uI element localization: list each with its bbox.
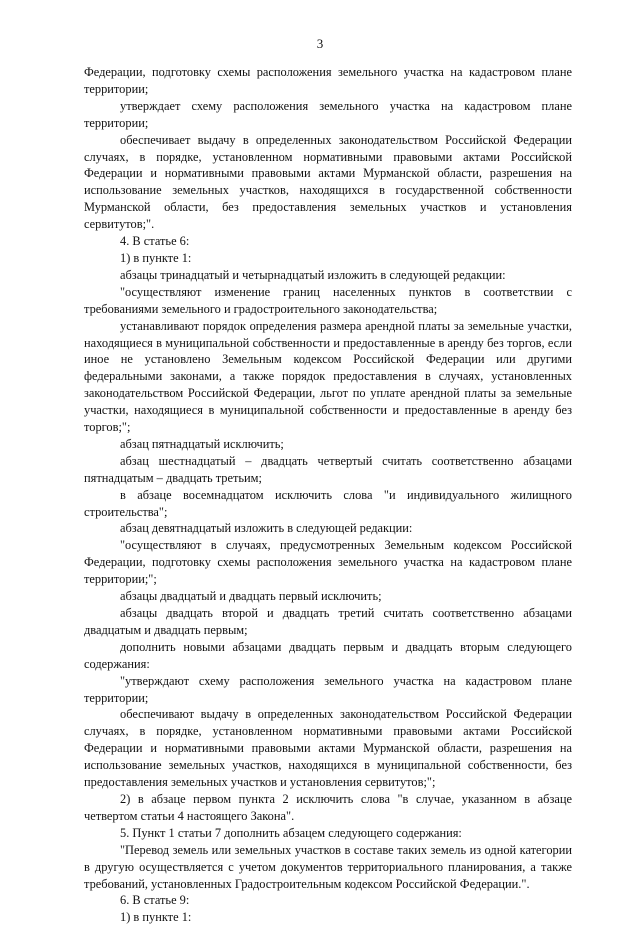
paragraph: абзацы двадцать второй и двадцать третий считать соответственно абзацами двадцатым и двадцать первым; <box>84 606 572 637</box>
paragraph: "утверждают схему расположения земельного участка на кадастровом плане территории; <box>84 673 572 705</box>
document-body <box>84 64 572 926</box>
paragraph: "осуществляют в случаях, предусмотренных Земельным кодексом Российской Федерации, подготовку схемы расположения земельного участка на кадастровом плане территории;"; <box>84 538 572 587</box>
paragraph: 4. В статье 6: <box>120 234 190 249</box>
paragraph: 2) в абзаце первом пункта 2 исключить слова "в случае, указанном в абзаце четвертом статьи 4 настоящего Закона". <box>84 791 572 823</box>
paragraph: абзац шестнадцатый – двадцать четвертый считать соответственно абзацами пятнадцатым – двадцать третьим; <box>84 453 572 485</box>
paragraph: дополнить новыми абзацами двадцать первым и двадцать вторым следующего содержания: <box>84 639 572 671</box>
paragraph: утверждает схему расположения земельного участка на кадастровом плане территории; <box>84 98 572 130</box>
paragraph: абзац пятнадцатый исключить; <box>120 436 284 451</box>
paragraph: устанавливают порядок определения размера арендной платы за земельные участки, находящиеся в муниципальной собственности и предоставленные в аренду без торгов, если иное не установлено Земельным кодексом Российской Федерации или другими федеральными законами, а также порядок предоставления в случаях, установленных законодательством Российской Федерации, льгот по уплате арендной платы за земельные участки, находящиеся в муниципальной собственности и предоставленные в аренду без торгов;"; <box>84 318 572 435</box>
paragraph: в абзаце восемнадцатом исключить слова "и индивидуального жилищного строительства"; <box>84 487 572 519</box>
page-number: 3 <box>316 36 324 51</box>
paragraph: "осуществляют изменение границ населенных пунктов в соответствии с требованиями земельного и градостроительного законодательства; <box>84 284 572 316</box>
paragraph: абзацы тринадцатый и четырнадцатый изложить в следующей редакции: <box>120 267 506 282</box>
paragraph: абзацы двадцатый и двадцать первый исключить; <box>120 589 382 604</box>
paragraph: Федерации, подготовку схемы расположения земельного участка на кадастровом плане территории; <box>84 65 572 96</box>
paragraph: 5. Пункт 1 статьи 7 дополнить абзацем следующего содержания: <box>120 825 462 840</box>
paragraph: 1) в пункте 1: <box>120 910 192 925</box>
paragraph: "Перевод земель или земельных участков в составе таких земель из одной категории в другую осуществляется с учетом документов территориального планирования, а также требований, установленных Градостроительным кодексом Российской Федерации.". <box>84 842 572 891</box>
paragraph: обеспечивают выдачу в определенных законодательством Российской Федерации случаях, в порядке, установленном нормативными правовыми актами Российской Федерации и нормативными правовыми актами Мурманской области, разрешения на использование земельных участков, находящихся в муниципальной собственности, без предоставления земельных участков и установления сервитутов;"; <box>84 707 572 790</box>
paragraph: 6. В статье 9: <box>120 893 190 908</box>
paragraph: абзац девятнадцатый изложить в следующей редакции: <box>120 521 413 536</box>
paragraph: обеспечивает выдачу в определенных законодательством Российской Федерации случаях, в порядке, установленном нормативными правовыми актами Российской Федерации и нормативными правовыми актами Мурманской области, разрешения на использование земельных участков, находящихся в государственной собственности Мурманской области, без предоставления земельных участков и установления сервитутов;". <box>84 132 572 232</box>
paragraph: 1) в пункте 1: <box>120 250 192 265</box>
